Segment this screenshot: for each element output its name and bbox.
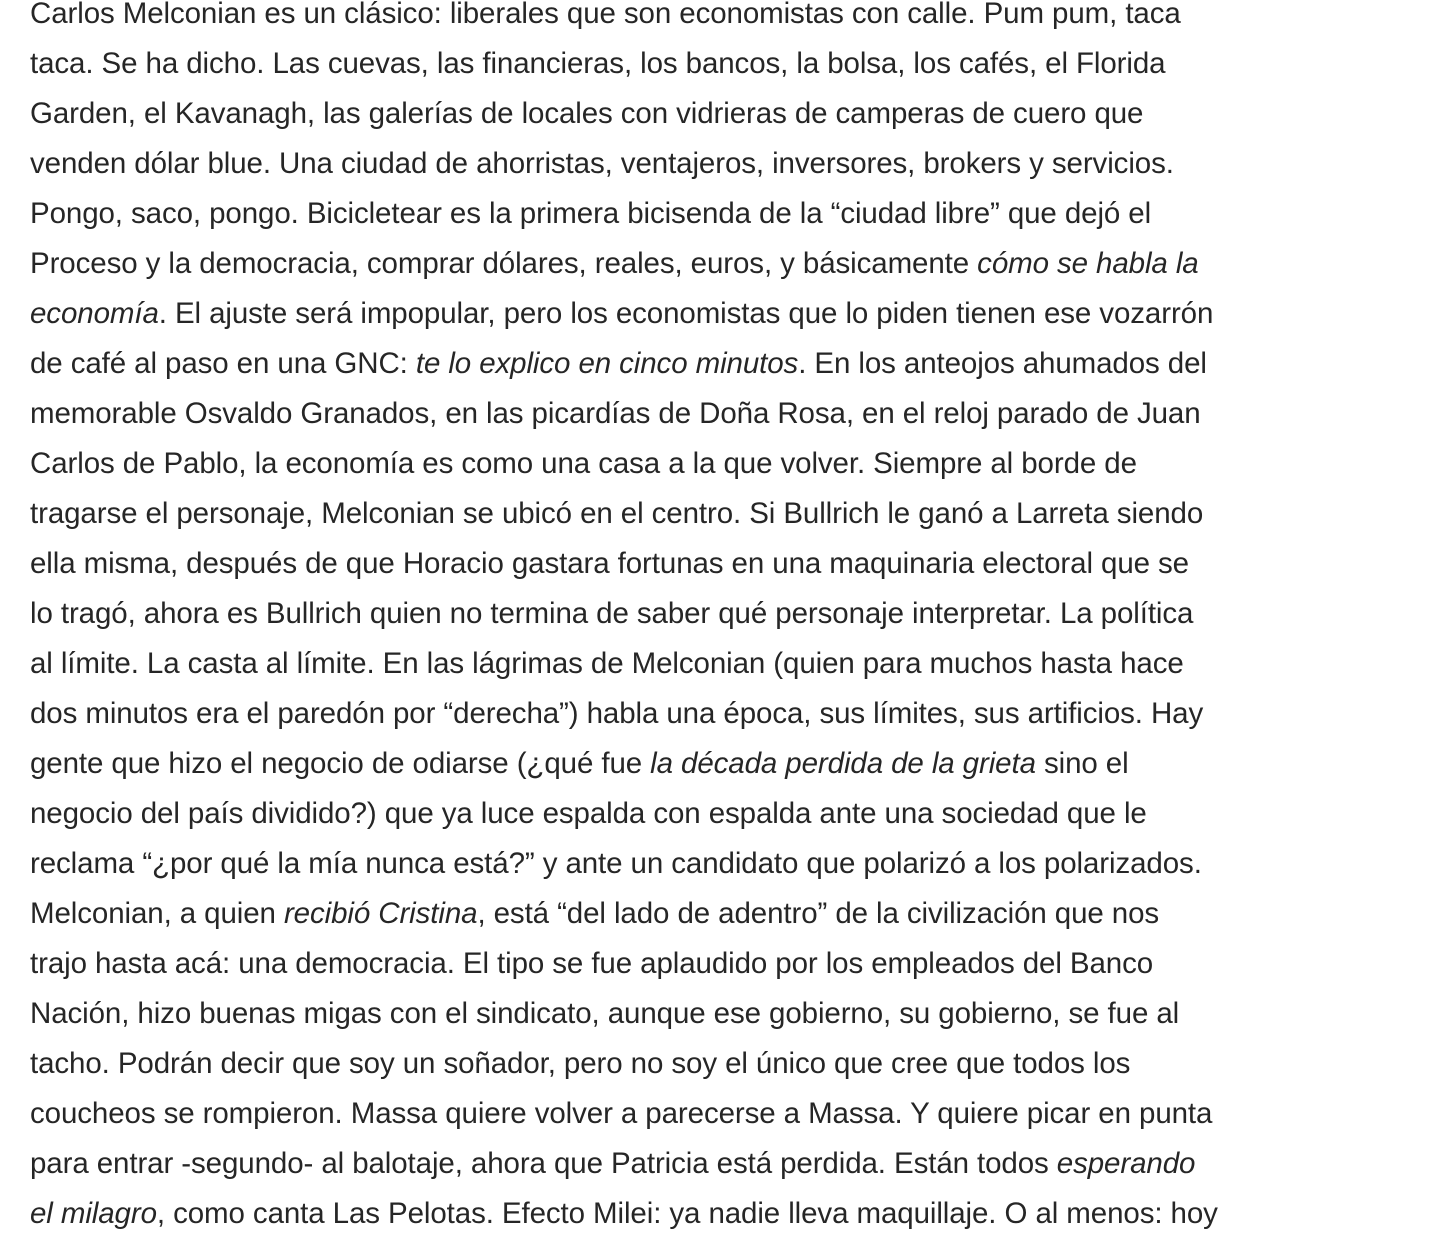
body-text: tragarse el personaje, Melconian se ubicó en el centro. Si Bullrich le ganó a Larreta siendo (30, 497, 1204, 530)
text-line (30, 639, 1430, 689)
text-line (30, 789, 1430, 839)
article-body (30, 0, 1430, 1239)
body-text: Melconian, a quien (30, 897, 284, 930)
body-text: taca. Se ha dicho. Las cuevas, las financieras, los bancos, la bolsa, los cafés, el Florida (30, 47, 1166, 80)
body-text: , está “del lado de adentro” de la civilización que nos (477, 897, 1160, 930)
italic-text: la década perdida de la grieta (650, 747, 1036, 780)
text-line (30, 689, 1430, 739)
body-text: lo tragó, ahora es Bullrich quien no termina de saber qué personaje interpretar. La política (30, 597, 1194, 630)
body-text: memorable Osvaldo Granados, en las picardías de Doña Rosa, en el reloj parado de Juan (30, 397, 1201, 430)
body-text: , como canta Las Pelotas. Efecto Milei: ya nadie lleva maquillaje. O al menos: hoy (156, 1197, 1218, 1230)
body-text: sino el (1035, 747, 1129, 780)
text-line (30, 1139, 1430, 1189)
text-line (30, 439, 1430, 489)
text-line (30, 39, 1430, 89)
body-text: de café al paso en una GNC: (30, 347, 416, 380)
body-text: ella misma, después de que Horacio gastara fortunas en una maquinaria electoral que se (30, 547, 1189, 580)
body-text: tacho. Podrán decir que soy un soñador, pero no soy el único que cree que todos los (30, 1047, 1131, 1080)
body-text: al límite. La casta al límite. En las lágrimas de Melconian (quien para muchos hasta hace (30, 647, 1184, 680)
body-text: Garden, el Kavanagh, las galerías de locales con vidrieras de camperas de cuero que (30, 97, 1144, 130)
text-line (30, 1039, 1430, 1089)
text-line (30, 339, 1430, 389)
text-line (30, 1089, 1430, 1139)
text-line (30, 0, 1430, 39)
body-text: Carlos Melconian es un clásico: liberales que son economistas con calle. Pum pum, taca (30, 0, 1181, 30)
body-text: trajo hasta acá: una democracia. El tipo se fue aplaudido por los empleados del Banco (30, 947, 1154, 980)
body-text: . El ajuste será impopular, pero los economistas que lo piden tienen ese vozarrón (158, 297, 1214, 330)
text-line (30, 739, 1430, 789)
body-text: gente que hizo el negocio de odiarse (¿qué fue (30, 747, 651, 780)
body-text: venden dólar blue. Una ciudad de ahorristas, ventajeros, inversores, brokers y servicios. (30, 147, 1174, 180)
text-line (30, 139, 1430, 189)
text-line (30, 989, 1430, 1039)
body-text: para entrar -segundo- al balotaje, ahora que Patricia está perdida. Están todos (30, 1147, 1057, 1180)
body-text: Nación, hizo buenas migas con el sindicato, aunque ese gobierno, su gobierno, se fue al (30, 997, 1180, 1030)
body-text: coucheos se rompieron. Massa quiere volver a parecerse a Massa. Y quiere picar en punta (30, 1097, 1213, 1130)
text-line (30, 889, 1430, 939)
italic-text: esperando (1056, 1147, 1196, 1180)
text-line (30, 189, 1430, 239)
text-line (30, 539, 1430, 589)
body-text: . En los anteojos ahumados del (798, 347, 1207, 380)
italic-text: te lo explico en cinco minutos (415, 347, 799, 380)
italic-text: cómo se habla la (977, 247, 1199, 280)
body-text: reclama “¿por qué la mía nunca está?” y ante un candidato que polarizó a los polarizados. (30, 847, 1202, 880)
italic-text: recibió Cristina (283, 897, 478, 930)
body-text: Pongo, saco, pongo. Bicicletear es la primera bicisenda de la “ciudad libre” que dejó el (30, 197, 1152, 230)
italic-text: el milagro (30, 1197, 157, 1230)
text-line (30, 489, 1430, 539)
text-line (30, 589, 1430, 639)
text-line (30, 289, 1430, 339)
text-line (30, 89, 1430, 139)
text-line (30, 389, 1430, 439)
text-line (30, 839, 1430, 889)
italic-text: economía (30, 297, 159, 330)
text-line (30, 239, 1430, 289)
body-text: Proceso y la democracia, comprar dólares, reales, euros, y básicamente (30, 247, 978, 280)
text-line (30, 939, 1430, 989)
body-text: negocio del país dividido?) que ya luce espalda con espalda ante una sociedad que le (30, 797, 1147, 830)
text-line (30, 1189, 1430, 1239)
body-text: Carlos de Pablo, la economía es como una casa a la que volver. Siempre al borde de (30, 447, 1137, 480)
body-text: dos minutos era el paredón por “derecha”) habla una época, sus límites, sus artificios. Hay (30, 697, 1204, 730)
